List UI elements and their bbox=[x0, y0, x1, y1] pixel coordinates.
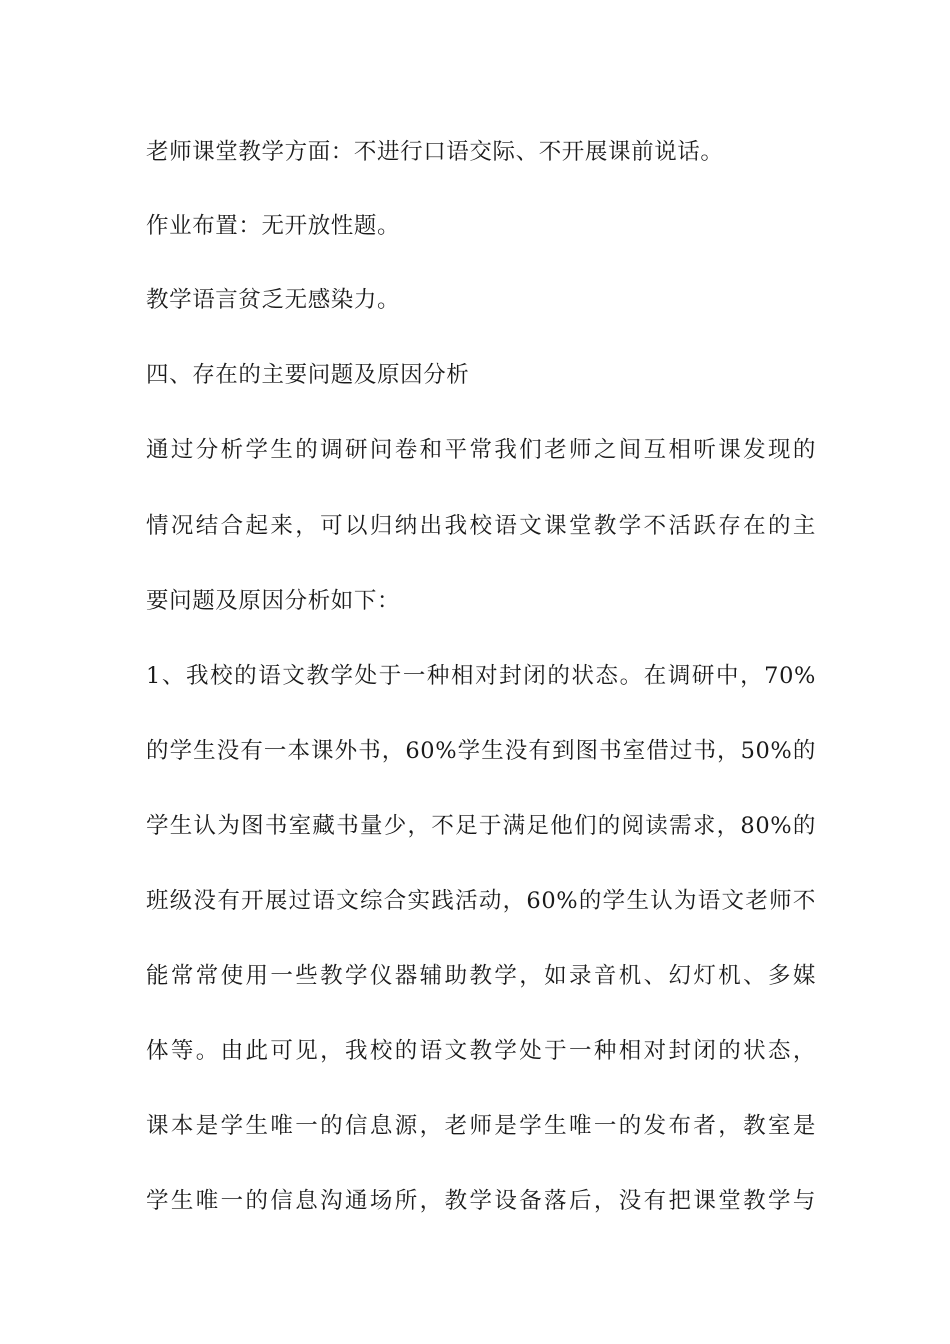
text-line: 情况结合起来，可以归纳出我校语文课堂教学不活跃存在的主 bbox=[146, 513, 816, 539]
text-line: 通过分析学生的调研问卷和平常我们老师之间互相听课发现的 bbox=[146, 437, 816, 463]
text-line: 要问题及原因分析如下： bbox=[146, 588, 401, 614]
text-line: 班级没有开展过语文综合实践活动，60%的学生认为语文老师不 bbox=[146, 888, 816, 914]
text-line: 体等。由此可见，我校的语文教学处于一种相对封闭的状态， bbox=[146, 1038, 816, 1064]
text-line: 学生唯一的信息沟通场所，教学设备落后，没有把课堂教学与 bbox=[146, 1188, 816, 1214]
text-line: 的学生没有一本课外书，60%学生没有到图书室借过书，50%的 bbox=[146, 738, 816, 764]
text-line: 1、我校的语文教学处于一种相对封闭的状态。在调研中，70% bbox=[146, 663, 816, 689]
text-line: 作业布置：无开放性题。 bbox=[146, 213, 401, 239]
text-line: 课本是学生唯一的信息源，老师是学生唯一的发布者，教室是 bbox=[146, 1113, 816, 1139]
text-line: 能常常使用一些教学仪器辅助教学，如录音机、幻灯机、多媒 bbox=[146, 963, 816, 989]
text-line: 老师课堂教学方面：不进行口语交际、不开展课前说话。 bbox=[146, 139, 724, 165]
text-line: 学生认为图书室藏书量少，不足于满足他们的阅读需求，80%的 bbox=[146, 813, 816, 839]
text-line: 教学语言贫乏无感染力。 bbox=[146, 287, 401, 313]
section-heading: 四、存在的主要问题及原因分析 bbox=[146, 362, 470, 388]
